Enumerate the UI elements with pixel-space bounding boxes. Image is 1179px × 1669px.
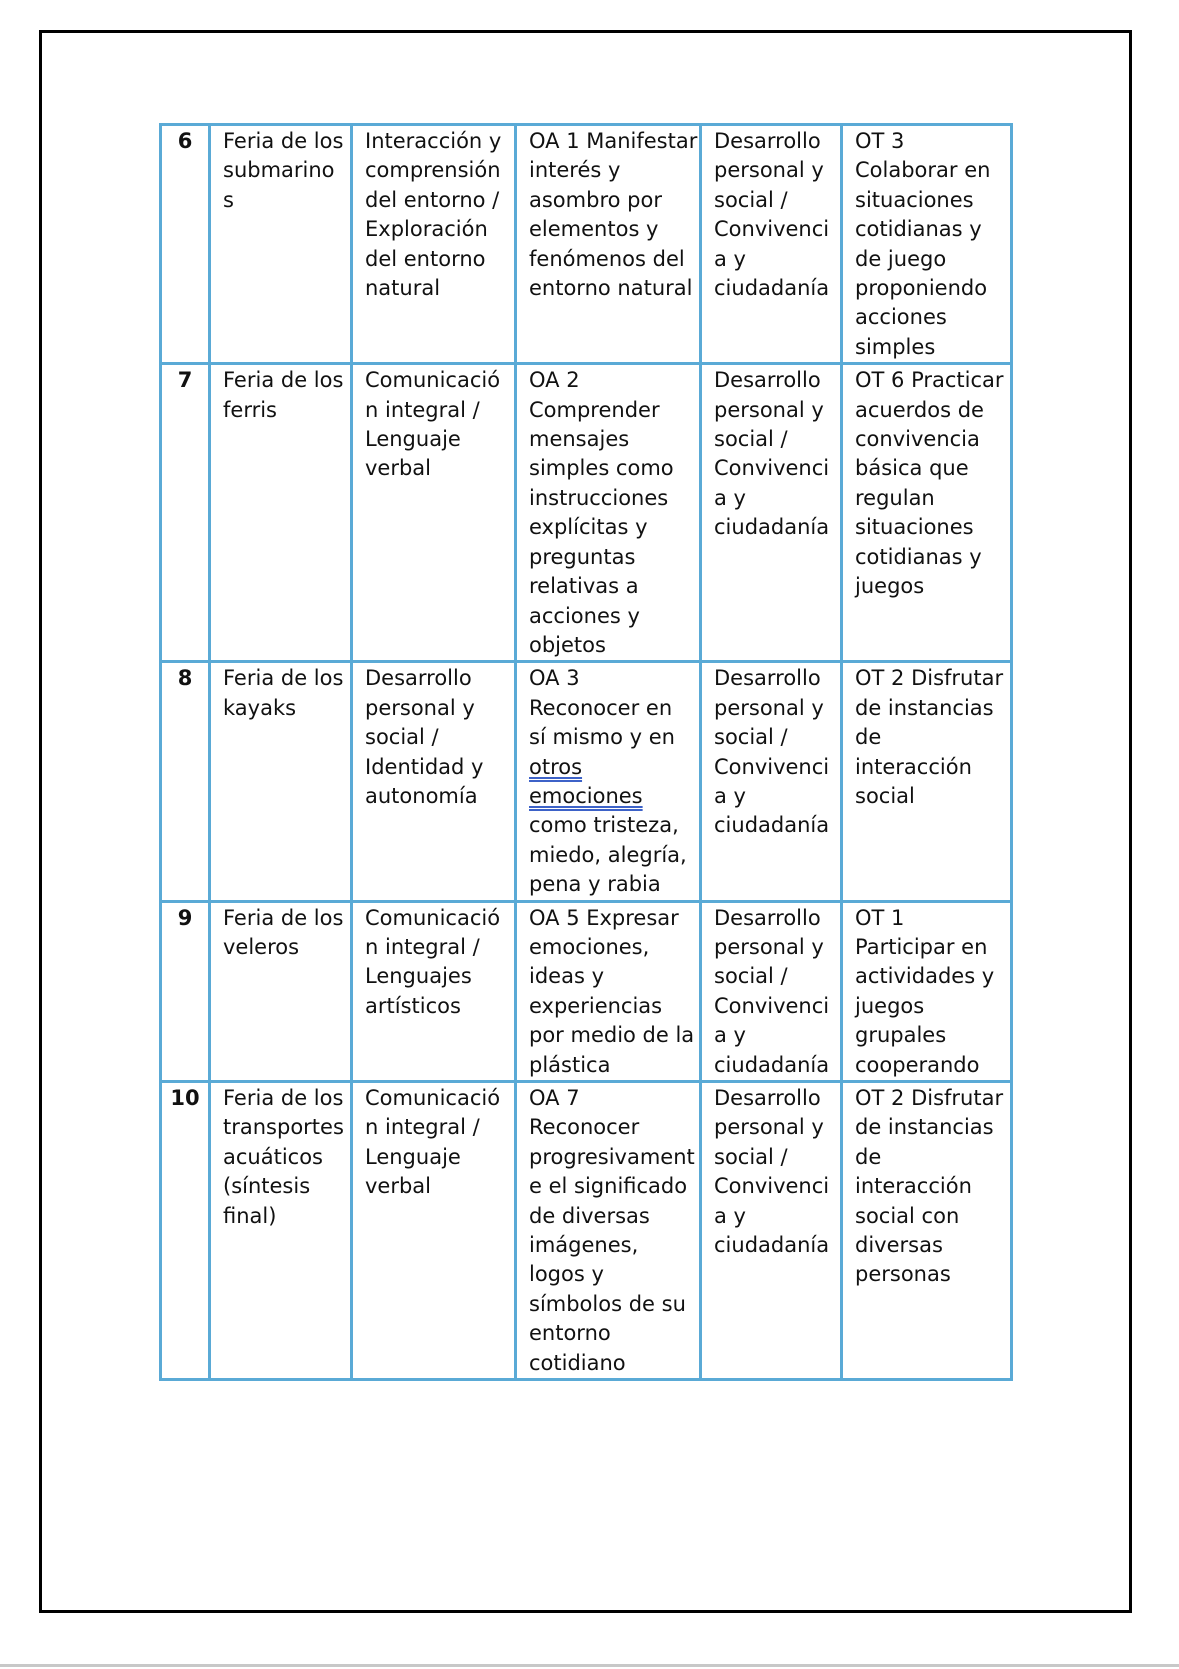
planning-table xyxy=(159,123,1013,1381)
cell-line: Comunicació xyxy=(365,1086,501,1110)
cell-line: Lenguaje xyxy=(365,427,461,452)
cell-line: interacción xyxy=(855,1174,972,1199)
cell-line: OA 2 xyxy=(529,368,580,393)
cell-line: ciudadanía xyxy=(714,276,830,301)
table-row xyxy=(161,662,1012,901)
cell-line: a y xyxy=(714,783,746,808)
oa-cell xyxy=(516,364,701,662)
cell-line: acciones y xyxy=(529,603,640,628)
cell-line: regulan xyxy=(855,485,935,510)
cell-line: personal y xyxy=(365,695,475,720)
cell-line: Feria de los xyxy=(223,368,344,393)
row-number-cell: 8 xyxy=(161,662,210,901)
ot-cell xyxy=(842,364,1012,662)
cell-line: ideas y xyxy=(529,964,604,989)
ambito-nucleo-cell xyxy=(352,901,516,1081)
cell-line xyxy=(529,753,689,782)
cell-line: Desarrollo xyxy=(714,1086,821,1110)
ot-cell xyxy=(842,662,1012,901)
cell-line: acciones xyxy=(855,305,947,330)
cell-line: ciudadanía xyxy=(714,1233,830,1258)
cell-line: emociones, xyxy=(529,934,650,959)
cell-line: Feria de los xyxy=(223,129,344,153)
cell-line: OT 2 Disfrutar xyxy=(855,1086,1004,1110)
cell-line: Feria de los xyxy=(223,905,344,930)
cell-line: imágenes, xyxy=(529,1233,639,1258)
cell-line: cotidianas y xyxy=(855,544,982,569)
cell-line: Convivenci xyxy=(714,217,830,242)
cell-line: n integral / xyxy=(365,397,480,422)
cell-line: personal y xyxy=(714,158,824,183)
ambito-transversal-cell xyxy=(701,125,842,364)
cell-line: personas xyxy=(855,1262,951,1287)
cell-line: elementos y xyxy=(529,217,659,242)
cell-line: a y xyxy=(714,1023,746,1048)
cell-line: logos y xyxy=(529,1262,604,1287)
cell-line: Comunicació xyxy=(365,368,501,393)
cell-line: OA 3 xyxy=(529,666,580,691)
spellcheck-flagged-text[interactable]: otros xyxy=(529,754,583,779)
cell-line xyxy=(529,782,689,811)
oa-cell xyxy=(516,901,701,1081)
cell-line: Reconocer xyxy=(529,1115,640,1140)
cell-line: asombro por xyxy=(529,187,662,212)
cell-line: actividades y xyxy=(855,964,995,989)
cell-line: del entorno xyxy=(365,246,486,271)
cell-line: a y xyxy=(714,485,746,510)
cell-line: diversas xyxy=(855,1233,943,1258)
activity-cell xyxy=(210,662,352,901)
cell-line: entorno xyxy=(529,1321,611,1346)
cell-line: OT 1 xyxy=(855,905,905,930)
cell-line: proponiendo xyxy=(855,276,988,301)
ot-cell xyxy=(842,901,1012,1081)
cell-line: Reconocer en xyxy=(529,695,673,720)
table-row xyxy=(161,364,1012,662)
cell-line: de diversas xyxy=(529,1203,650,1228)
ambito-nucleo-cell xyxy=(352,125,516,364)
cell-line: Feria de los xyxy=(223,1086,344,1110)
cell-line: final) xyxy=(223,1203,277,1228)
cell-line: entorno natural xyxy=(529,276,693,301)
cell-line: objetos xyxy=(529,632,606,657)
cell-line: social / xyxy=(714,725,788,750)
cell-line: submarino xyxy=(223,158,335,183)
page-bottom-divider xyxy=(0,1664,1179,1667)
cell-line: n integral / xyxy=(365,934,480,959)
cell-line: cotidiano xyxy=(529,1350,626,1375)
cell-line: social xyxy=(855,783,915,808)
cell-line: como tristeza, xyxy=(529,813,679,838)
cell-line: a y xyxy=(714,246,746,271)
cell-line: de xyxy=(855,725,882,750)
cell-line: de juego xyxy=(855,246,947,271)
ambito-nucleo-cell xyxy=(352,1082,516,1380)
cell-line: Lenguajes xyxy=(365,964,472,989)
row-number-cell: 9 xyxy=(161,901,210,1081)
cell-line: social / xyxy=(714,427,788,452)
cell-line: juegos xyxy=(855,993,925,1018)
row-number-cell: 7 xyxy=(161,364,210,662)
cell-line: social / xyxy=(365,725,439,750)
cell-line: situaciones xyxy=(855,515,974,540)
cell-line: de instancias xyxy=(855,695,994,720)
cell-line: Convivenci xyxy=(714,456,830,481)
cell-line: juegos xyxy=(855,574,925,599)
cell-line: básica que xyxy=(855,456,969,481)
ambito-transversal-cell xyxy=(701,1082,842,1380)
ambito-nucleo-cell xyxy=(352,662,516,901)
oa-cell xyxy=(516,1082,701,1380)
cell-line: Desarrollo xyxy=(714,368,821,393)
cell-line: acuerdos de xyxy=(855,397,984,422)
cell-line: plástica xyxy=(529,1052,611,1077)
cell-line: autonomía xyxy=(365,783,478,808)
cell-line: personal y xyxy=(714,397,824,422)
cell-line: n integral / xyxy=(365,1115,480,1140)
cell-line: explícitas y xyxy=(529,515,648,540)
cell-line: interacción xyxy=(855,754,972,779)
spellcheck-flagged-text[interactable]: emociones xyxy=(529,783,643,808)
cell-line: de instancias xyxy=(855,1115,994,1140)
cell-line: del entorno / xyxy=(365,187,500,212)
ambito-transversal-cell xyxy=(701,901,842,1081)
cell-line: símbolos de su xyxy=(529,1291,686,1316)
oa-cell xyxy=(516,125,701,364)
cell-line: Desarrollo xyxy=(365,666,472,691)
cell-line: progresivament xyxy=(529,1144,695,1169)
cell-line: veleros xyxy=(223,934,300,959)
oa-cell xyxy=(516,662,701,901)
cell-line: social / xyxy=(714,1144,788,1169)
cell-line: OA 1 Manifestar xyxy=(529,129,698,153)
cell-line: simples xyxy=(855,334,936,359)
activity-cell xyxy=(210,1082,352,1380)
cell-line: natural xyxy=(365,276,441,301)
cell-line: Desarrollo xyxy=(714,905,821,930)
cell-line: preguntas xyxy=(529,544,636,569)
cell-line: personal y xyxy=(714,1115,824,1140)
cell-line: a y xyxy=(714,1203,746,1228)
cell-line: comprensión xyxy=(365,158,501,183)
cell-line: (síntesis xyxy=(223,1174,311,1199)
cell-line: Desarrollo xyxy=(714,129,821,153)
cell-line: artísticos xyxy=(365,993,461,1018)
cell-line: convivencia xyxy=(855,427,980,452)
row-number-cell: 6 xyxy=(161,125,210,364)
cell-line: mensajes xyxy=(529,427,630,452)
cell-line: Convivenci xyxy=(714,754,830,779)
activity-cell xyxy=(210,901,352,1081)
cell-line: simples como xyxy=(529,456,674,481)
cell-line: acuáticos xyxy=(223,1144,323,1169)
cell-line: cooperando xyxy=(855,1052,980,1077)
cell-line: ferris xyxy=(223,397,277,422)
cell-line: Lenguaje xyxy=(365,1144,461,1169)
cell-line: Colaborar en xyxy=(855,158,991,183)
cell-line: Interacción y xyxy=(365,129,502,153)
cell-line: situaciones xyxy=(855,187,974,212)
cell-line: cotidianas y xyxy=(855,217,982,242)
cell-line: grupales xyxy=(855,1023,947,1048)
activity-cell xyxy=(210,125,352,364)
cell-line: Participar en xyxy=(855,934,988,959)
cell-line: verbal xyxy=(365,456,432,481)
ambito-transversal-cell xyxy=(701,662,842,901)
cell-line: Exploración xyxy=(365,217,488,242)
cell-line: de xyxy=(855,1144,882,1169)
table-row xyxy=(161,1082,1012,1380)
cell-line: OA 7 xyxy=(529,1086,580,1110)
cell-line: relativas a xyxy=(529,574,639,599)
cell-line: instrucciones xyxy=(529,485,669,510)
ot-cell xyxy=(842,125,1012,364)
cell-line: interés y xyxy=(529,158,621,183)
ot-cell xyxy=(842,1082,1012,1380)
row-number-cell: 10 xyxy=(161,1082,210,1380)
cell-line: kayaks xyxy=(223,695,297,720)
cell-line: fenómenos del xyxy=(529,246,685,271)
cell-line: s xyxy=(223,187,234,212)
cell-line: por medio de la xyxy=(529,1023,695,1048)
cell-line: Feria de los xyxy=(223,666,344,691)
cell-line: Convivenci xyxy=(714,993,830,1018)
cell-line: ciudadanía xyxy=(714,515,830,540)
cell-line: miedo, alegría, xyxy=(529,842,687,867)
cell-line: pena y rabia xyxy=(529,872,661,897)
cell-line: OT 2 Disfrutar xyxy=(855,666,1004,691)
cell-line: e el significado xyxy=(529,1174,688,1199)
cell-line: OT 6 Practicar xyxy=(855,368,1004,393)
cell-line: sí mismo y en xyxy=(529,725,675,750)
cell-line: social / xyxy=(714,964,788,989)
table-row xyxy=(161,125,1012,364)
cell-line: transportes xyxy=(223,1115,344,1140)
cell-line: experiencias xyxy=(529,993,663,1018)
planning-table-body xyxy=(161,125,1012,1380)
cell-line: Identidad y xyxy=(365,754,484,779)
cell-line: OA 5 Expresar xyxy=(529,905,679,930)
ambito-transversal-cell xyxy=(701,364,842,662)
cell-line: social con xyxy=(855,1203,960,1228)
cell-line: ciudadanía xyxy=(714,1052,830,1077)
cell-line: Comprender xyxy=(529,397,660,422)
cell-line: Comunicació xyxy=(365,905,501,930)
cell-line: personal y xyxy=(714,695,824,720)
cell-line: social / xyxy=(714,187,788,212)
cell-line: Convivenci xyxy=(714,1174,830,1199)
ambito-nucleo-cell xyxy=(352,364,516,662)
cell-line: personal y xyxy=(714,934,824,959)
activity-cell xyxy=(210,364,352,662)
cell-line: verbal xyxy=(365,1174,432,1199)
cell-line: ciudadanía xyxy=(714,813,830,838)
cell-line: Desarrollo xyxy=(714,666,821,691)
table-row xyxy=(161,901,1012,1081)
cell-line: OT 3 xyxy=(855,129,905,153)
